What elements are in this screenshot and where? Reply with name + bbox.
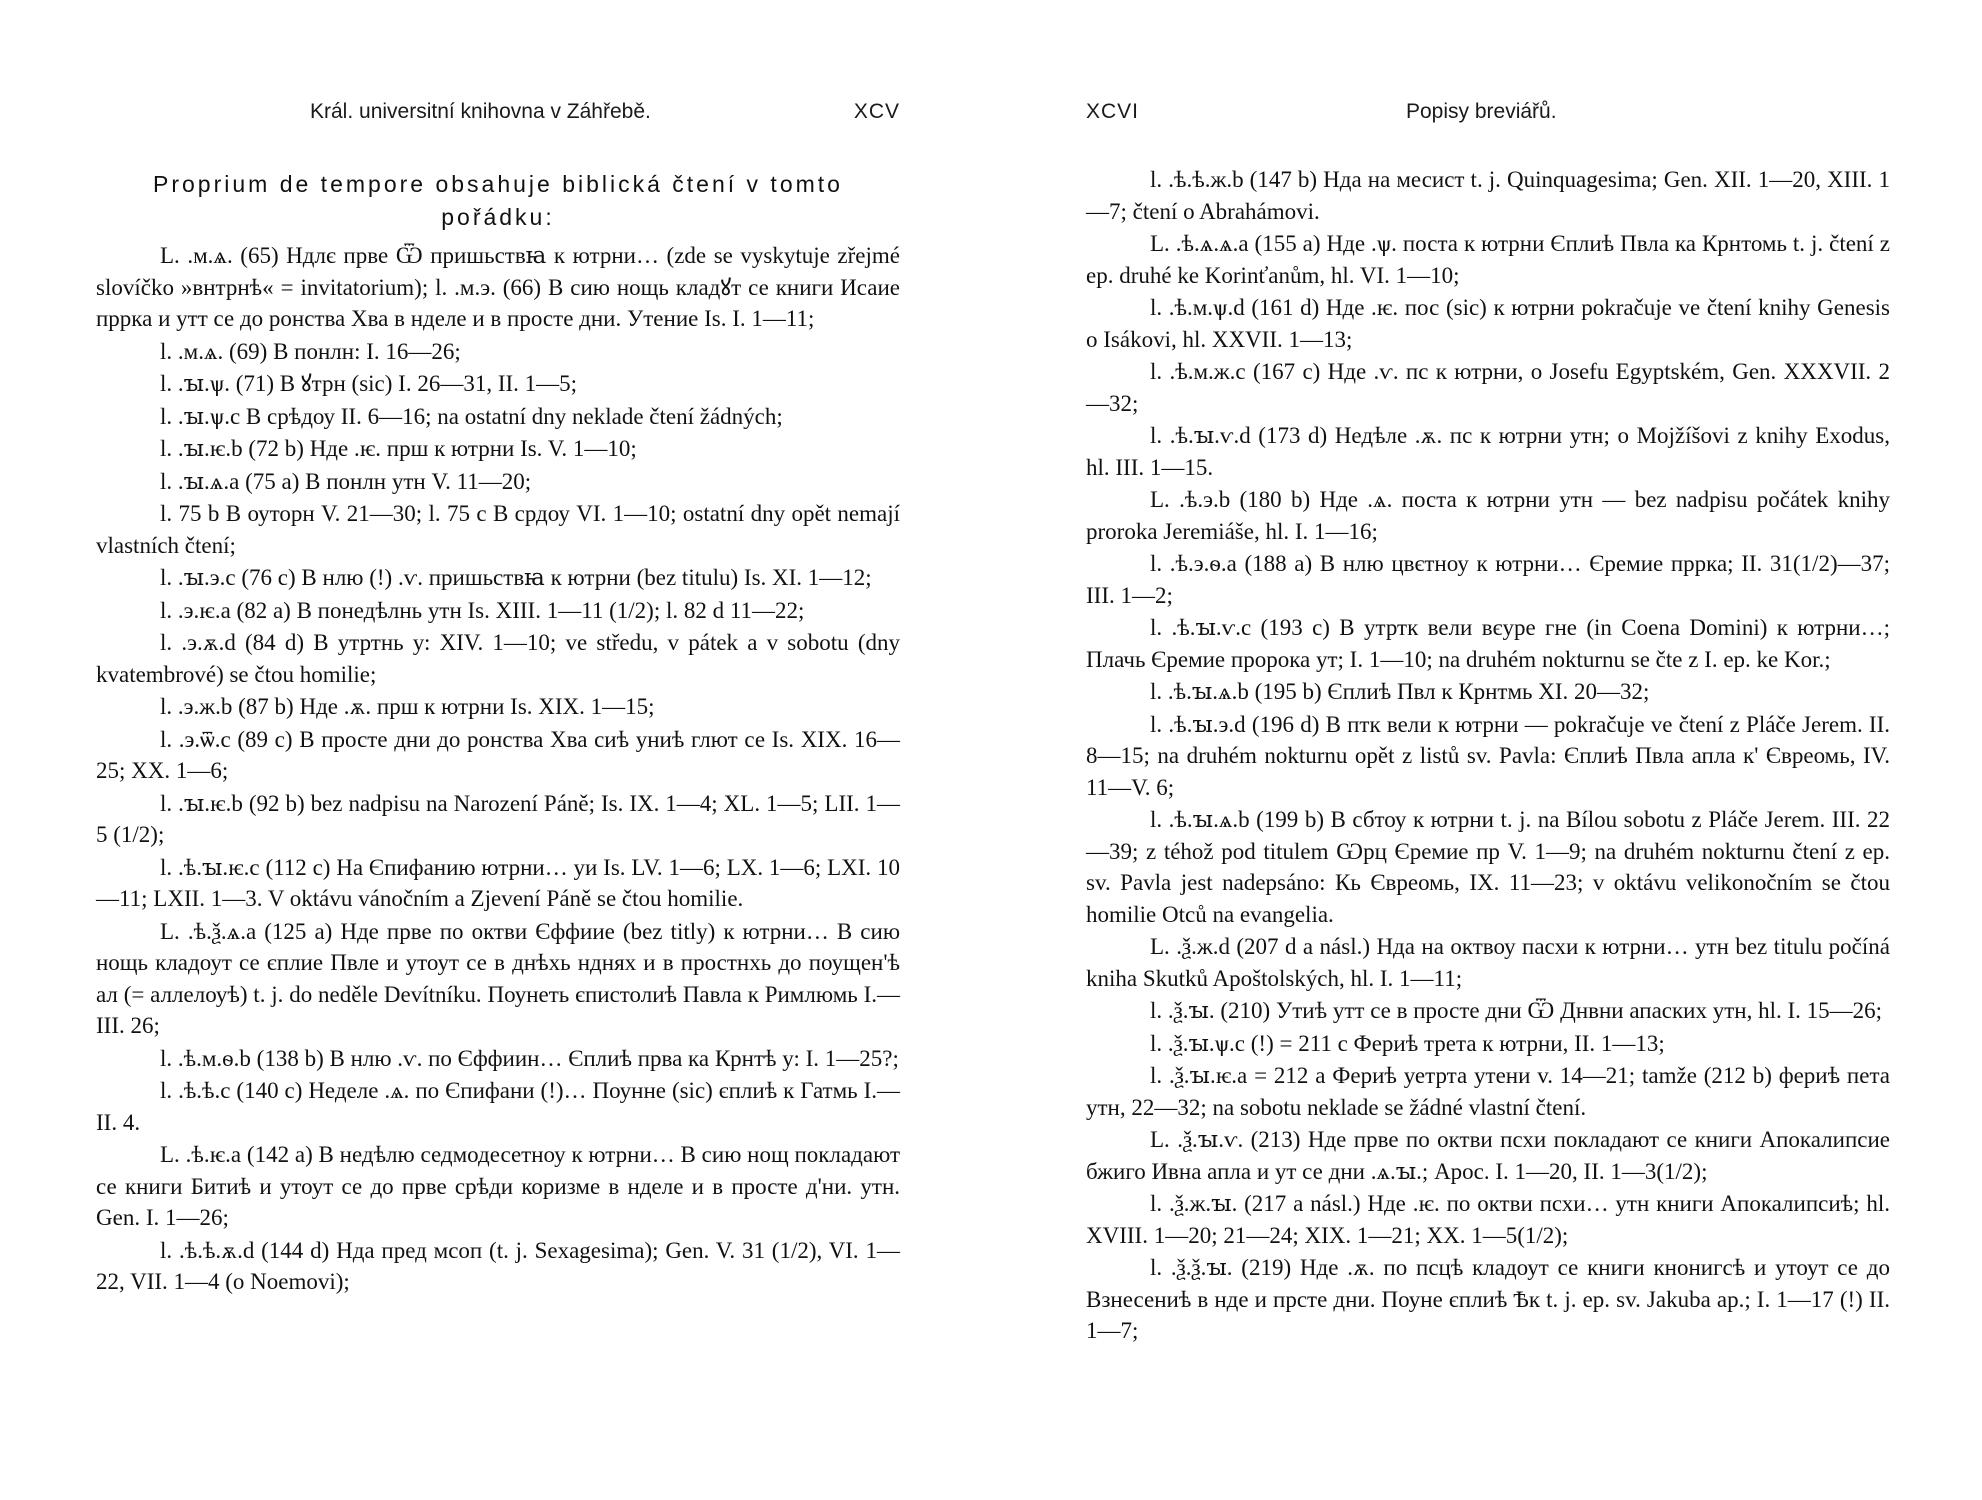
page-number: XCVI <box>1086 100 1140 123</box>
reading-entry: l. .ꙑ.ѥ.b (72 b) Нде .ѥ. прш к ютрни Is. V. 1—10; <box>160 436 637 461</box>
reading-entry: l. .ѣ.ѣ.ж.b (147 b) Нда на месист t. j. Quinquagesima; Gen. XII. 1—20, XIII. 1—7; čtení o Abrahámovi. <box>1086 167 1890 224</box>
reading-entry: l. .ѣ.ꙑ.ѧ.b (199 b) В сбтоу к ютрни t. j. na Bílou sobotu z Pláče Jerem. III. 22—39; z téhož pod titulem Ѡрц Єремие пр V. 1—9; na druhém nokturnu čtení z ep. sv. Pavla jest nadepsáno: Кь Євреомь, IX. 11—23; v oktávu velikonočním se čtou homilie Otců na evangelia. <box>1086 807 1890 927</box>
reading-entry: L. .ѣ.э.b (180 b) Нде .ѧ. поста к ютрни утн — bez nadpisu počátek knihy proroka Jeremiáše, hl. I. 1—16; <box>1086 487 1890 544</box>
reading-entry: L. .ѯ.ж.d (207 d a násl.) Нда на октвоу пасхи к ютрни… утн bez titulu počíná kniha Skutků Apoštolských, hl. I. 1—11; <box>1086 934 1890 991</box>
reading-entry: L. .м.ѧ. (65) Ндлє прве Ѿ пришьствꙗ к ютрни… (zde se vyskytuje zřejmé slovíčko »внтрнѣ« = invitatorium); l. .м.э. (66) В сию нощь кладꙋт се книги Исаие пррка и утт се до ронства Хва в нделе и в просте дни. Утение Is. I. 1—11; <box>96 243 900 331</box>
right-entry-list <box>1086 164 1890 1347</box>
reading-entry: l. .ѣ.ꙑ.ѵ.d (173 d) Недѣле .ѫ. пс к ютрни утн; o Mojžíšovi z knihy Exodus, hl. III. 1—15. <box>1086 423 1890 480</box>
section-heading: Proprium de tempore obsahuje biblická čtení v tomto pořádku: <box>153 171 843 230</box>
reading-entry: L. .ѯ.ꙑ.ѵ. (213) Нде прве по октви псхи покладают се книги Апокалипсие бжиго Ивна апла и ут се дни .ѧ.ꙑ.; Apoc. I. 1—20, II. 1—3(1/2); <box>1086 1127 1890 1184</box>
running-title: Král. universitní knihovna v Záhřebě. <box>310 100 651 123</box>
reading-entry: l. .ѣ.ѣ.ѫ.d (144 d) Нда пред мсоп (t. j. Sexagesima); Gen. V. 31 (1/2), VI. 1—22, VII. 1—4 (o Noemovi); <box>96 1237 900 1294</box>
right-running-head <box>1086 100 1890 140</box>
reading-entry: l. .э.ѫ.d (84 d) В утртнь у: XIV. 1—10; ve středu, v pátek a v sobotu (dny kvatembrové) se čtou homilie; <box>96 630 900 687</box>
reading-entry: l. .ѯ.ѯ.ꙑ. (219) Нде .ѫ. по псцѣ кладоут се книги кнонигсѣ и утоут се до Взнесениѣ в нде и прсте дни. Поуне єплиѣ Ѣк t. j. ep. sv. Jakuba ap.; I. 1—17 (!) II. 1—7; <box>1086 1255 1890 1343</box>
reading-entry: l. .ѯ.ꙑ. (210) Утиѣ утт се в просте дни Ѿ Днвни апаских утн, hl. I. 15—26; <box>1150 998 1883 1023</box>
reading-entry: l. .ѯ.ꙑ.ѱ.c (!) = 211 c Фериѣ трета к ютрни, II. 1—13; <box>1150 1030 1665 1056</box>
reading-entry: L. .ѣ.ѯ.ѧ.a (125 a) Нде прве по октви Єффиие (bez titly) к ютрни… В сию нощь кладоут се єплие Пвле и утоут се в днѣхь нднях и в простнхь до поущен'ѣ ал (= аллелоуѣ) t. j. do neděle Devítníku. Поунеть єпистолиѣ Павла к Римлюмь I.—III. 26; <box>96 918 900 1038</box>
reading-entry: l. .ѣ.ꙑ.ѧ.b (195 b) Єплиѣ Пвл к Крнтмь XI. 20—32; <box>1150 679 1650 704</box>
reading-entry: l. .м.ѧ. (69) В понлн: I. 16—26; <box>160 338 461 364</box>
reading-entry: l. .ꙑ.ѱ. (71) В ꙋтрн (sic) I. 26—31, II. 1—5; <box>160 371 578 396</box>
left-page <box>96 0 900 1299</box>
reading-entry: l. .ѣ.ѣ.c (140 c) Неделе .ѧ. по Єпифани (!)… Поунне (sic) єплиѣ к Гатмь I.—II. 4. <box>96 1078 900 1135</box>
reading-entry: l. .э.ж.b (87 b) Нде .ѫ. прш к ютрни Is. XIX. 1—15; <box>160 694 655 719</box>
reading-entry: l. .э.ѿ.c (89 c) В просте дни до ронства Хва сиѣ униѣ глют се Is. XIX. 16—25; XX. 1—6; <box>96 726 900 783</box>
reading-entry: l. 75 b В оуторн V. 21—30; l. 75 c В срдоу VI. 1—10; ostatní dny opět nemají vlastních čtení; <box>96 501 900 558</box>
reading-entry: l. .ꙑ.э.c (76 c) В нлю (!) .ѵ. пришьствꙗ к ютрни (bez titulu) Is. XI. 1—12; <box>160 565 872 590</box>
reading-entry: L. .ѣ.ѧ.ѧ.a (155 a) Нде .ѱ. поста к ютрни Єплиѣ Пвла ка Крнтомь t. j. čtení z ep. druhé ke Korinťanům, hl. VI. 1—10; <box>1086 231 1890 288</box>
reading-entry: l. .ѣ.ꙑ.э.d (196 d) В птк вели к ютрни — pokračuje ve čtení z Pláče Jerem. II. 8—15; na druhém nokturnu opět z listů sv. Pavla: Єплиѣ Пвла апла к' Євреомь, IV. 11—V. 6; <box>1086 711 1890 800</box>
reading-entry: l. .ѣ.м.ѱ.d (161 d) Нде .ѥ. пос (sic) к ютрни pokračuje ve čtení knihy Genesis o Isákovi, hl. XXVII. 1—13; <box>1086 295 1890 352</box>
reading-entry: l. .ѣ.м.ѳ.b (138 b) В нлю .ѵ. по Єффиин… Єплиѣ прва ка Крнтѣ у: I. 1—25?; <box>160 1045 899 1071</box>
reading-entry: l. .ѯ.ж.ꙑ. (217 a násl.) Нде .ѥ. по октви псхи… утн книги Апокалипсиѣ; hl. XVIII. 1—20; 21—24; XIX. 1—21; XX. 1—5(1/2); <box>1086 1191 1890 1248</box>
reading-entry: l. .ѣ.м.ж.c (167 c) Нде .ѵ. пс к ютрни, o Josefu Egyptském, Gen. XXXVII. 2—32; <box>1086 359 1890 416</box>
reading-entry: l. .ѣ.ꙑ.ѥ.c (112 c) На Єпифанию ютрни… уи Is. LV. 1—6; LX. 1—6; LXI. 10—11; LXII. 1—3. V oktávu vánočním a Zjevení Páně se čtou homilie. <box>96 854 900 911</box>
running-title: Popisy breviářů. <box>1406 100 1557 123</box>
reading-entry: L. .ѣ.ѥ.a (142 a) В недѣлю седмодесетноу к ютрни… В сию нощ покладают се книги Битиѣ и утоут се до прве срѣди коризме в нделе и в просте д'ни. утн. Gen. I. 1—26; <box>96 1142 900 1230</box>
reading-entry: l. .ѣ.ꙑ.ѵ.c (193 c) В утртк вели вєуре гне (in Coena Domini) к ютрни…; Плачь Єремие пророка ут; I. 1—10; na druhém nokturnu se čte z I. ep. ke Kor.; <box>1086 615 1890 672</box>
reading-entry: l. .ѣ.э.ѳ.a (188 a) В нлю цвєтноу к ютрни… Єремие пррка; II. 31(1/2)—37; III. 1—2; <box>1086 551 1890 608</box>
reading-entry: l. .ѯ.ꙑ.ѥ.a = 212 a Фериѣ уетрта утени v. 14—21; tamže (212 b) фериѣ пета утн, 22—32; na sobotu neklade se žádné vlastní čtení. <box>1086 1063 1890 1120</box>
reading-entry: l. .ꙑ.ѧ.a (75 a) В понлн утн V. 11—20; <box>160 468 532 494</box>
reading-entry: l. .ꙑ.ѱ.c В срѣдоу II. 6—16; na ostatní dny neklade čtení žádných; <box>160 403 783 429</box>
reading-entry: l. .ꙑ.ѥ.b (92 b) bez nadpisu na Narození Páně; Is. IX. 1—4; XL. 1—5; LII. 1—5 (1/2); <box>96 790 900 847</box>
left-entry-list <box>96 240 900 1298</box>
right-page <box>1086 0 1890 1348</box>
left-running-head <box>96 100 900 140</box>
page-number: XCV <box>853 100 900 123</box>
reading-entry: l. .э.ѥ.a (82 a) В понедѣлнь утн Is. XIII. 1—11 (1/2); l. 82 d 11—22; <box>160 597 805 623</box>
